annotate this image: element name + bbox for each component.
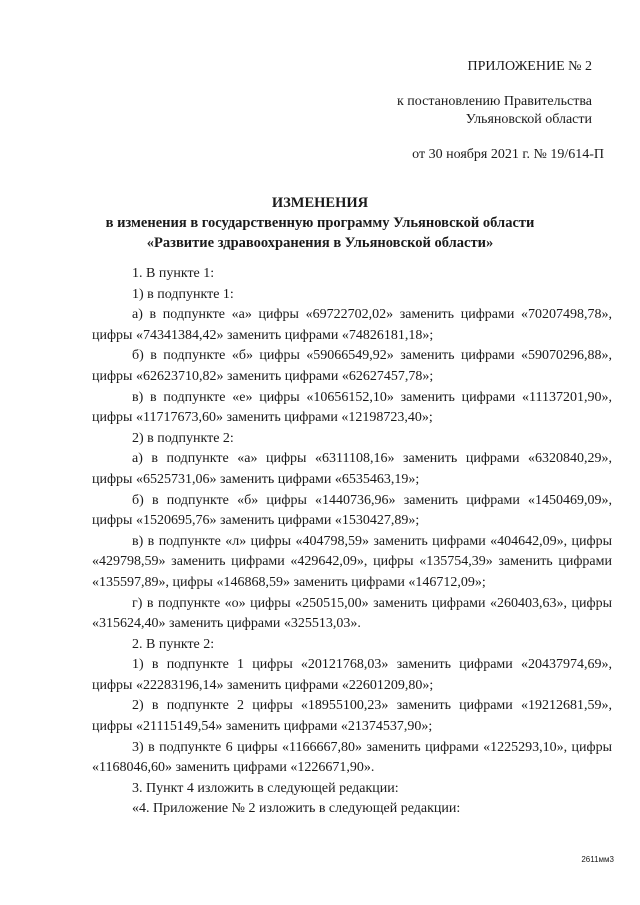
paragraph: в) в подпункте «л» цифры «404798,59» заменить цифрами «404642,09», цифры «429798,59» заменить цифрами «429642,09», цифры «135754,39» заменить цифрами «135597,89», цифры «146868,59» заменить цифрами «146712,09»; bbox=[92, 533, 612, 590]
document-subtitle-line2: «Развитие здравоохранения в Ульяновской области» bbox=[146, 235, 494, 251]
document-body bbox=[92, 264, 612, 820]
paragraph: 1) в подпункте 1 цифры «20121768,03» заменить цифрами «20437974,69», цифры «22283196,14» заменить цифрами «22601209,80»; bbox=[92, 657, 612, 693]
paragraph: 3) в подпункте 6 цифры «1166667,80» заменить цифрами «1225293,10», цифры «1168046,60» заменить цифрами «1226671,90». bbox=[92, 739, 612, 776]
paragraph: 1. В пункте 1: bbox=[132, 266, 215, 281]
resolution-reference-line1: к постановлению Правительства bbox=[396, 94, 592, 109]
document-subtitle-line1: в изменения в государственную программу Ульяновской области bbox=[105, 215, 535, 231]
paragraph: б) в подпункте «б» цифры «59066549,92» заменить цифрами «59070296,88», цифры «62623710,82» заменить цифрами «62627457,78»; bbox=[92, 348, 612, 384]
paragraph: 2. В пункте 2: bbox=[132, 636, 215, 652]
paragraph: 2) в подпункте 2 цифры «18955100,23» заменить цифрами «19212681,59», цифры «21115149,54» заменить цифрами «21374537,90»; bbox=[92, 698, 612, 735]
document-title: ИЗМЕНЕНИЯ bbox=[271, 195, 369, 211]
paragraph: г) в подпункте «о» цифры «250515,00» заменить цифрами «260403,63», цифры «315624,40» заменить цифрами «325513,03». bbox=[92, 595, 612, 632]
paragraph: 2) в подпункте 2: bbox=[132, 430, 234, 446]
paragraph: «4. Приложение № 2 изложить в следующей редакции: bbox=[132, 801, 461, 817]
document-code: 2611мм3 bbox=[581, 855, 614, 864]
paragraph: а) в подпункте «а» цифры «6311108,16» заменить цифрами «6320840,29», цифры «6525731,06» заменить цифрами «6535463,19»; bbox=[92, 451, 612, 487]
paragraph: б) в подпункте «б» цифры «1440736,96» заменить цифрами «1450469,09», цифры «1520695,76» заменить цифрами «1530427,89»; bbox=[92, 492, 612, 529]
paragraph: 1) в подпункте 1: bbox=[132, 286, 234, 302]
paragraph: в) в подпункте «е» цифры «10656152,10» заменить цифрами «11137201,90», цифры «11717673,60» заменить цифрами «12198723,40»; bbox=[92, 389, 612, 426]
paragraph: 3. Пункт 4 изложить в следующей редакции: bbox=[132, 780, 399, 796]
appendix-label: ПРИЛОЖЕНИЕ № 2 bbox=[467, 59, 592, 74]
resolution-date-number: от 30 ноября 2021 г. № 19/614-П bbox=[412, 147, 604, 162]
resolution-reference-line2: Ульяновской области bbox=[465, 112, 592, 127]
paragraph: а) в подпункте «а» цифры «69722702,02» заменить цифрами «70207498,78», цифры «74341384,42» заменить цифрами «74826181,18»; bbox=[92, 307, 612, 343]
